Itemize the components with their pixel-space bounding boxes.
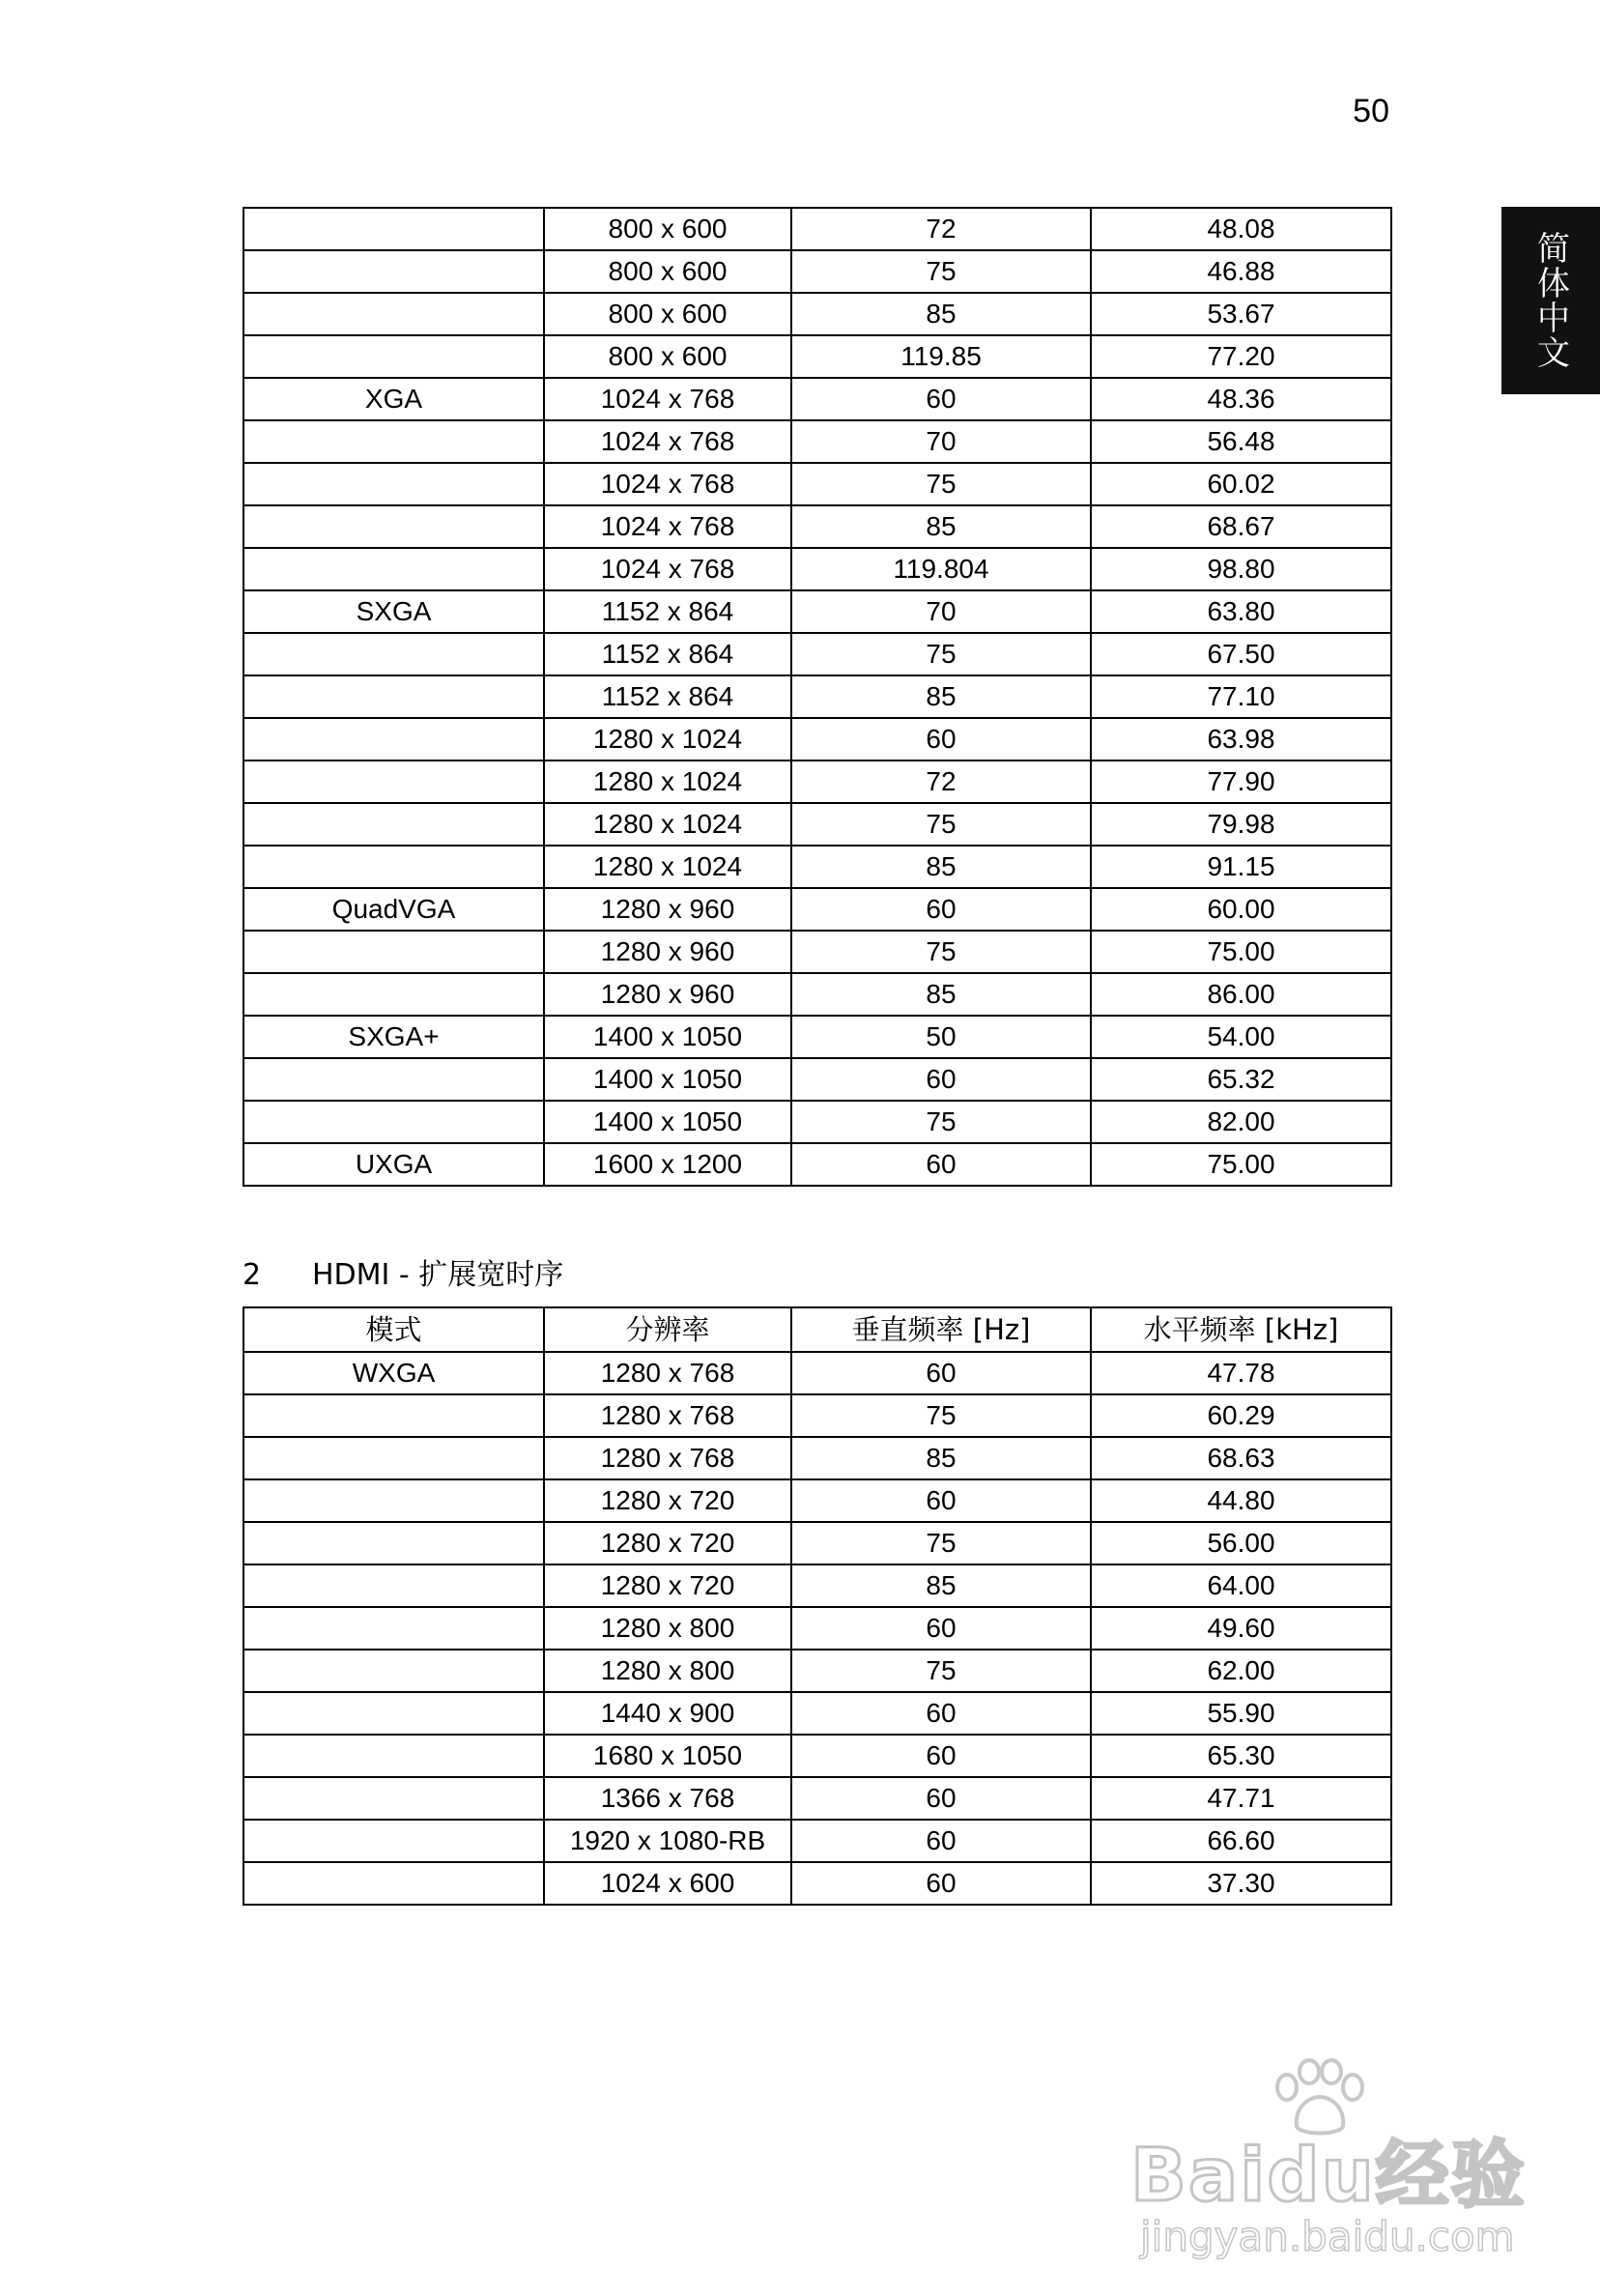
horizontal-frequency-cell: 98.80 [1091, 548, 1391, 590]
horizontal-frequency-cell: 60.29 [1091, 1394, 1391, 1437]
table-row [243, 761, 1391, 803]
mode-cell [243, 1607, 544, 1650]
horizontal-frequency-cell: 47.71 [1091, 1777, 1391, 1820]
table-row [243, 505, 1391, 548]
resolution-cell: 1024 x 768 [544, 378, 791, 420]
resolution-cell: 1280 x 768 [544, 1437, 791, 1479]
resolution-cell: 1280 x 1024 [544, 761, 791, 803]
horizontal-frequency-cell: 37.30 [1091, 1862, 1391, 1905]
vertical-frequency-cell: 72 [791, 208, 1091, 250]
table-row [243, 1607, 1391, 1650]
horizontal-frequency-cell: 60.02 [1091, 463, 1391, 505]
horizontal-frequency-cell: 55.90 [1091, 1692, 1391, 1735]
mode-cell [243, 1522, 544, 1564]
vertical-frequency-cell: 85 [791, 973, 1091, 1016]
mode-cell [243, 505, 544, 548]
table-row [243, 463, 1391, 505]
table-row [243, 1564, 1391, 1607]
table-row [243, 1650, 1391, 1692]
table-header-row [243, 1307, 1391, 1352]
vertical-frequency-cell: 50 [791, 1016, 1091, 1058]
hdmi-timing-table-body [243, 1352, 1391, 1905]
horizontal-frequency-cell: 65.30 [1091, 1735, 1391, 1777]
vertical-frequency-cell: 60 [791, 1143, 1091, 1186]
vertical-frequency-cell: 60 [791, 1735, 1091, 1777]
mode-cell [243, 1564, 544, 1607]
horizontal-frequency-cell: 75.00 [1091, 931, 1391, 973]
mode-cell [243, 803, 544, 846]
vertical-frequency-cell: 70 [791, 590, 1091, 633]
resolution-cell: 1920 x 1080-RB [544, 1820, 791, 1862]
watermark-brand: Baidu经验 [1130, 2132, 1527, 2218]
resolution-cell: 1280 x 800 [544, 1650, 791, 1692]
mode-cell [243, 1692, 544, 1735]
vertical-frequency-cell: 119.85 [791, 335, 1091, 378]
hdmi-timing-table [243, 1306, 1392, 1906]
vertical-frequency-cell: 60 [791, 1777, 1091, 1820]
vertical-frequency-cell: 60 [791, 718, 1091, 761]
resolution-cell: 1280 x 960 [544, 888, 791, 931]
mode-cell [243, 335, 544, 378]
table-row [243, 1143, 1391, 1186]
resolution-cell: 1152 x 864 [544, 675, 791, 718]
vertical-frequency-cell: 85 [791, 505, 1091, 548]
timing-table-continued [243, 207, 1392, 1187]
horizontal-frequency-cell: 62.00 [1091, 1650, 1391, 1692]
table-row [243, 1820, 1391, 1862]
resolution-cell: 1024 x 768 [544, 548, 791, 590]
horizontal-frequency-cell: 48.08 [1091, 208, 1391, 250]
vertical-frequency-cell: 75 [791, 463, 1091, 505]
vertical-frequency-cell: 60 [791, 1820, 1091, 1862]
horizontal-frequency-cell: 75.00 [1091, 1143, 1391, 1186]
table-row [243, 250, 1391, 293]
horizontal-frequency-cell: 77.90 [1091, 761, 1391, 803]
resolution-cell: 1024 x 768 [544, 505, 791, 548]
resolution-cell: 1440 x 900 [544, 1692, 791, 1735]
horizontal-frequency-cell: 68.63 [1091, 1437, 1391, 1479]
header-mode: 模式 [243, 1307, 544, 1352]
table-row [243, 1735, 1391, 1777]
mode-cell [243, 633, 544, 675]
table-row [243, 420, 1391, 463]
resolution-cell: 1280 x 768 [544, 1352, 791, 1394]
table-row [243, 1394, 1391, 1437]
header-vertical-frequency: 垂直频率 [Hz] [791, 1307, 1091, 1352]
table-row [243, 548, 1391, 590]
table-row [243, 208, 1391, 250]
vertical-frequency-cell: 75 [791, 1101, 1091, 1143]
horizontal-frequency-cell: 48.36 [1091, 378, 1391, 420]
vertical-frequency-cell: 60 [791, 1692, 1091, 1735]
mode-cell [243, 1437, 544, 1479]
resolution-cell: 1024 x 600 [544, 1862, 791, 1905]
mode-cell [243, 1394, 544, 1437]
resolution-cell: 800 x 600 [544, 208, 791, 250]
mode-cell [243, 1735, 544, 1777]
table-row [243, 675, 1391, 718]
table-row [243, 1777, 1391, 1820]
resolution-cell: 800 x 600 [544, 250, 791, 293]
language-tab [1501, 207, 1600, 394]
table-row [243, 1692, 1391, 1735]
table-row [243, 1352, 1391, 1394]
section-number: 2 [243, 1258, 262, 1292]
resolution-cell: 1280 x 960 [544, 931, 791, 973]
table-row [243, 1522, 1391, 1564]
horizontal-frequency-cell: 91.15 [1091, 846, 1391, 888]
mode-cell [243, 293, 544, 335]
horizontal-frequency-cell: 54.00 [1091, 1016, 1391, 1058]
vertical-frequency-cell: 75 [791, 1394, 1091, 1437]
horizontal-frequency-cell: 56.00 [1091, 1522, 1391, 1564]
section-heading-hdmi [243, 1250, 563, 1293]
watermark-site: jingyan.baidu.com [1140, 2213, 1515, 2260]
resolution-cell: 1152 x 864 [544, 590, 791, 633]
baidu-watermark [1130, 2058, 1527, 2261]
mode-cell: WXGA [243, 1352, 544, 1394]
table-row [243, 590, 1391, 633]
resolution-cell: 1280 x 1024 [544, 846, 791, 888]
timing-table-continued-body [243, 208, 1391, 1186]
table-row [243, 378, 1391, 420]
resolution-cell: 1280 x 1024 [544, 803, 791, 846]
table-row [243, 718, 1391, 761]
resolution-cell: 800 x 600 [544, 335, 791, 378]
resolution-cell: 1152 x 864 [544, 633, 791, 675]
vertical-frequency-cell: 85 [791, 1437, 1091, 1479]
mode-cell [243, 761, 544, 803]
header-horizontal-frequency: 水平频率 [kHz] [1091, 1307, 1391, 1352]
horizontal-frequency-cell: 82.00 [1091, 1101, 1391, 1143]
mode-cell [243, 675, 544, 718]
horizontal-frequency-cell: 67.50 [1091, 633, 1391, 675]
vertical-frequency-cell: 75 [791, 1650, 1091, 1692]
resolution-cell: 800 x 600 [544, 293, 791, 335]
resolution-cell: 1366 x 768 [544, 1777, 791, 1820]
mode-cell: QuadVGA [243, 888, 544, 931]
vertical-frequency-cell: 60 [791, 1862, 1091, 1905]
mode-cell [243, 973, 544, 1016]
header-resolution: 分辨率 [544, 1307, 791, 1352]
vertical-frequency-cell: 60 [791, 1352, 1091, 1394]
page-number: 50 [1353, 93, 1389, 129]
horizontal-frequency-cell: 66.60 [1091, 1820, 1391, 1862]
table-row [243, 1058, 1391, 1101]
vertical-frequency-cell: 75 [791, 1522, 1091, 1564]
vertical-frequency-cell: 72 [791, 761, 1091, 803]
mode-cell: XGA [243, 378, 544, 420]
resolution-cell: 1024 x 768 [544, 463, 791, 505]
horizontal-frequency-cell: 56.48 [1091, 420, 1391, 463]
mode-cell [243, 1650, 544, 1692]
mode-cell [243, 1820, 544, 1862]
vertical-frequency-cell: 85 [791, 293, 1091, 335]
table-row [243, 633, 1391, 675]
horizontal-frequency-cell: 64.00 [1091, 1564, 1391, 1607]
mode-cell [243, 1479, 544, 1522]
vertical-frequency-cell: 85 [791, 846, 1091, 888]
section-title: HDMI - 扩展宽时序 [312, 1258, 564, 1292]
vertical-frequency-cell: 70 [791, 420, 1091, 463]
mode-cell [243, 463, 544, 505]
resolution-cell: 1680 x 1050 [544, 1735, 791, 1777]
resolution-cell: 1280 x 720 [544, 1564, 791, 1607]
mode-cell [243, 1058, 544, 1101]
language-tab-label: 简体中文 [1530, 231, 1570, 370]
table-row [243, 803, 1391, 846]
resolution-cell: 1600 x 1200 [544, 1143, 791, 1186]
mode-cell [243, 718, 544, 761]
mode-cell [243, 548, 544, 590]
mode-cell [243, 420, 544, 463]
mode-cell: SXGA+ [243, 1016, 544, 1058]
table-row [243, 1479, 1391, 1522]
mode-cell [243, 250, 544, 293]
table-row [243, 931, 1391, 973]
resolution-cell: 1280 x 1024 [544, 718, 791, 761]
resolution-cell: 1280 x 800 [544, 1607, 791, 1650]
resolution-cell: 1280 x 768 [544, 1394, 791, 1437]
vertical-frequency-cell: 75 [791, 803, 1091, 846]
vertical-frequency-cell: 60 [791, 1058, 1091, 1101]
vertical-frequency-cell: 75 [791, 250, 1091, 293]
table-row [243, 1437, 1391, 1479]
vertical-frequency-cell: 75 [791, 931, 1091, 973]
mode-cell [243, 208, 544, 250]
vertical-frequency-cell: 85 [791, 675, 1091, 718]
mode-cell [243, 1862, 544, 1905]
horizontal-frequency-cell: 49.60 [1091, 1607, 1391, 1650]
horizontal-frequency-cell: 46.88 [1091, 250, 1391, 293]
table-row [243, 1016, 1391, 1058]
horizontal-frequency-cell: 63.80 [1091, 590, 1391, 633]
vertical-frequency-cell: 60 [791, 1479, 1091, 1522]
horizontal-frequency-cell: 77.10 [1091, 675, 1391, 718]
horizontal-frequency-cell: 60.00 [1091, 888, 1391, 931]
horizontal-frequency-cell: 86.00 [1091, 973, 1391, 1016]
vertical-frequency-cell: 60 [791, 888, 1091, 931]
horizontal-frequency-cell: 77.20 [1091, 335, 1391, 378]
horizontal-frequency-cell: 68.67 [1091, 505, 1391, 548]
mode-cell [243, 1777, 544, 1820]
resolution-cell: 1280 x 720 [544, 1522, 791, 1564]
table-row [243, 973, 1391, 1016]
mode-cell [243, 1101, 544, 1143]
table-row [243, 1862, 1391, 1905]
vertical-frequency-cell: 85 [791, 1564, 1091, 1607]
horizontal-frequency-cell: 65.32 [1091, 1058, 1391, 1101]
resolution-cell: 1024 x 768 [544, 420, 791, 463]
mode-cell [243, 846, 544, 888]
horizontal-frequency-cell: 53.67 [1091, 293, 1391, 335]
mode-cell: SXGA [243, 590, 544, 633]
table-row [243, 335, 1391, 378]
table-row [243, 846, 1391, 888]
horizontal-frequency-cell: 63.98 [1091, 718, 1391, 761]
vertical-frequency-cell: 119.804 [791, 548, 1091, 590]
resolution-cell: 1280 x 720 [544, 1479, 791, 1522]
resolution-cell: 1400 x 1050 [544, 1016, 791, 1058]
resolution-cell: 1400 x 1050 [544, 1058, 791, 1101]
mode-cell [243, 931, 544, 973]
mode-cell: UXGA [243, 1143, 544, 1186]
horizontal-frequency-cell: 79.98 [1091, 803, 1391, 846]
horizontal-frequency-cell: 44.80 [1091, 1479, 1391, 1522]
vertical-frequency-cell: 60 [791, 1607, 1091, 1650]
table-row [243, 888, 1391, 931]
resolution-cell: 1280 x 960 [544, 973, 791, 1016]
horizontal-frequency-cell: 47.78 [1091, 1352, 1391, 1394]
resolution-cell: 1400 x 1050 [544, 1101, 791, 1143]
vertical-frequency-cell: 75 [791, 633, 1091, 675]
table-row [243, 293, 1391, 335]
vertical-frequency-cell: 60 [791, 378, 1091, 420]
table-row [243, 1101, 1391, 1143]
